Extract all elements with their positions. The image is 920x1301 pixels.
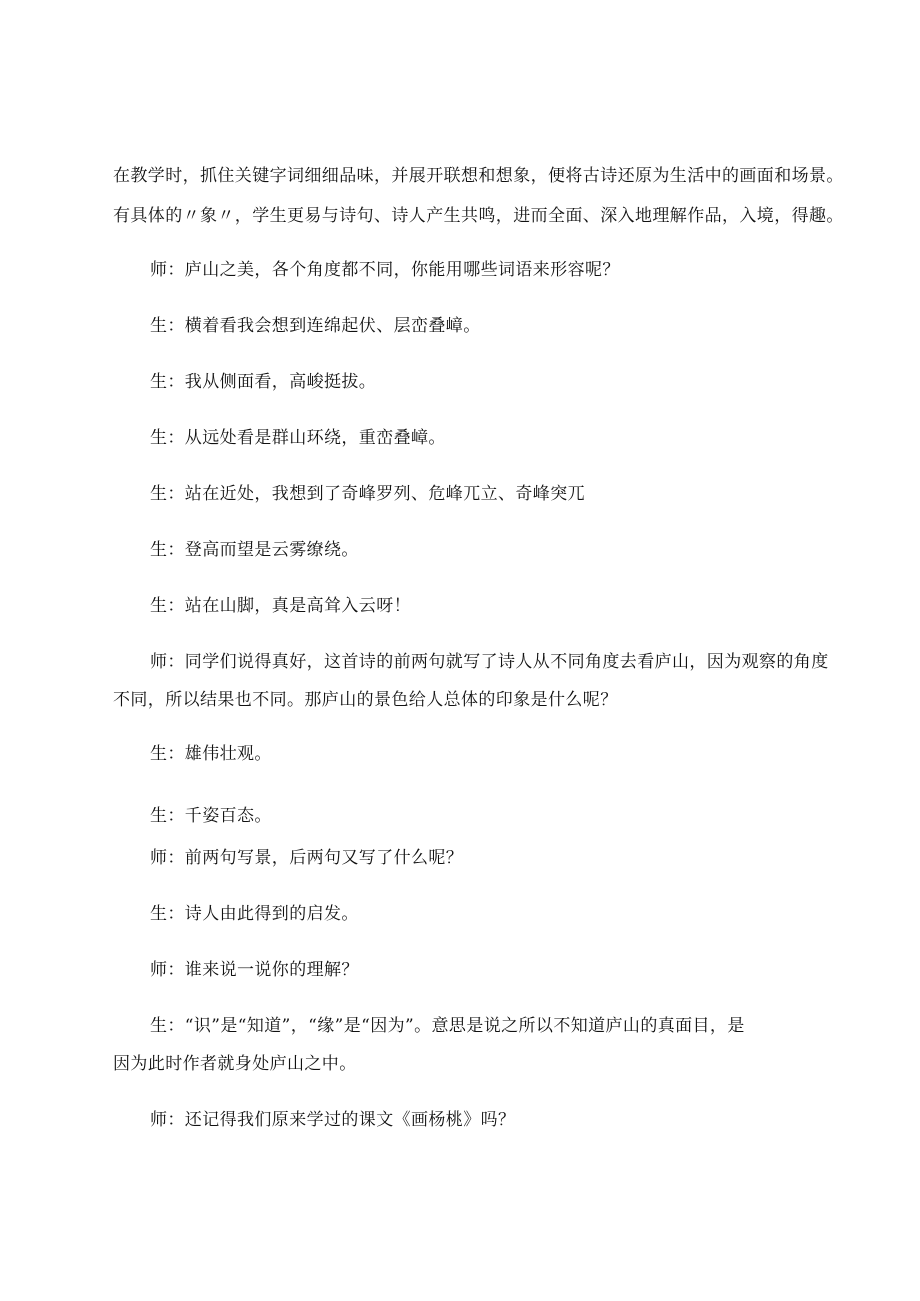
intro-line-2: 有具体的〃象〃，学生更易与诗句、诗人产生共鸣，进而全面、深入地理解作品，入境，得趣。 <box>113 206 844 226</box>
dialogue-line: 师：同学们说得真好，这首诗的前两句就写了诗人从不同角度去看庐山，因为观察的角度 <box>150 652 829 672</box>
dialogue-line: 师：庐山之美，各个角度都不同，你能用哪些词语来形容呢？ <box>150 260 620 280</box>
dialogue-line: 生：站在山脚，真是高耸入云呀！ <box>150 596 411 616</box>
dialogue-line-continued: 因为此时作者就身处庐山之中。 <box>113 1054 357 1074</box>
dialogue-line: 生：我从侧面看，高峻挺拔。 <box>150 372 377 392</box>
dialogue-line: 生：诗人由此得到的启发。 <box>150 904 359 924</box>
intro-line-1: 在教学时，抓住关键字词细细品味，并展开联想和想象，便将古诗还原为生活中的画面和场景。 <box>113 166 844 186</box>
dialogue-line: 生：从远处看是群山环绕，重峦叠嶂。 <box>150 428 446 448</box>
dialogue-line: 生：“识”是“知道”，“缘”是“因为”。意思是说之所以不知道庐山的真面目，是 <box>150 1016 745 1036</box>
dialogue-line: 师：前两句写景，后两句又写了什么呢？ <box>150 848 464 868</box>
dialogue-line: 师：谁来说一说你的理解？ <box>150 960 359 980</box>
dialogue-line: 生：站在近处，我想到了奇峰罗列、危峰兀立、奇峰突兀 <box>150 484 585 504</box>
dialogue-line: 生：登高而望是云雾缭绕。 <box>150 540 359 560</box>
dialogue-line: 生：千姿百态。 <box>150 806 272 826</box>
dialogue-line: 师：还记得我们原来学过的课文《画杨桃》吗？ <box>150 1110 516 1130</box>
dialogue-line: 生：雄伟壮观。 <box>150 744 272 764</box>
dialogue-line: 生：横着看我会想到连绵起伏、层峦叠嶂。 <box>150 316 481 336</box>
dialogue-line-continued: 不同，所以结果也不同。那庐山的景色给人总体的印象是什么呢？ <box>113 690 618 710</box>
